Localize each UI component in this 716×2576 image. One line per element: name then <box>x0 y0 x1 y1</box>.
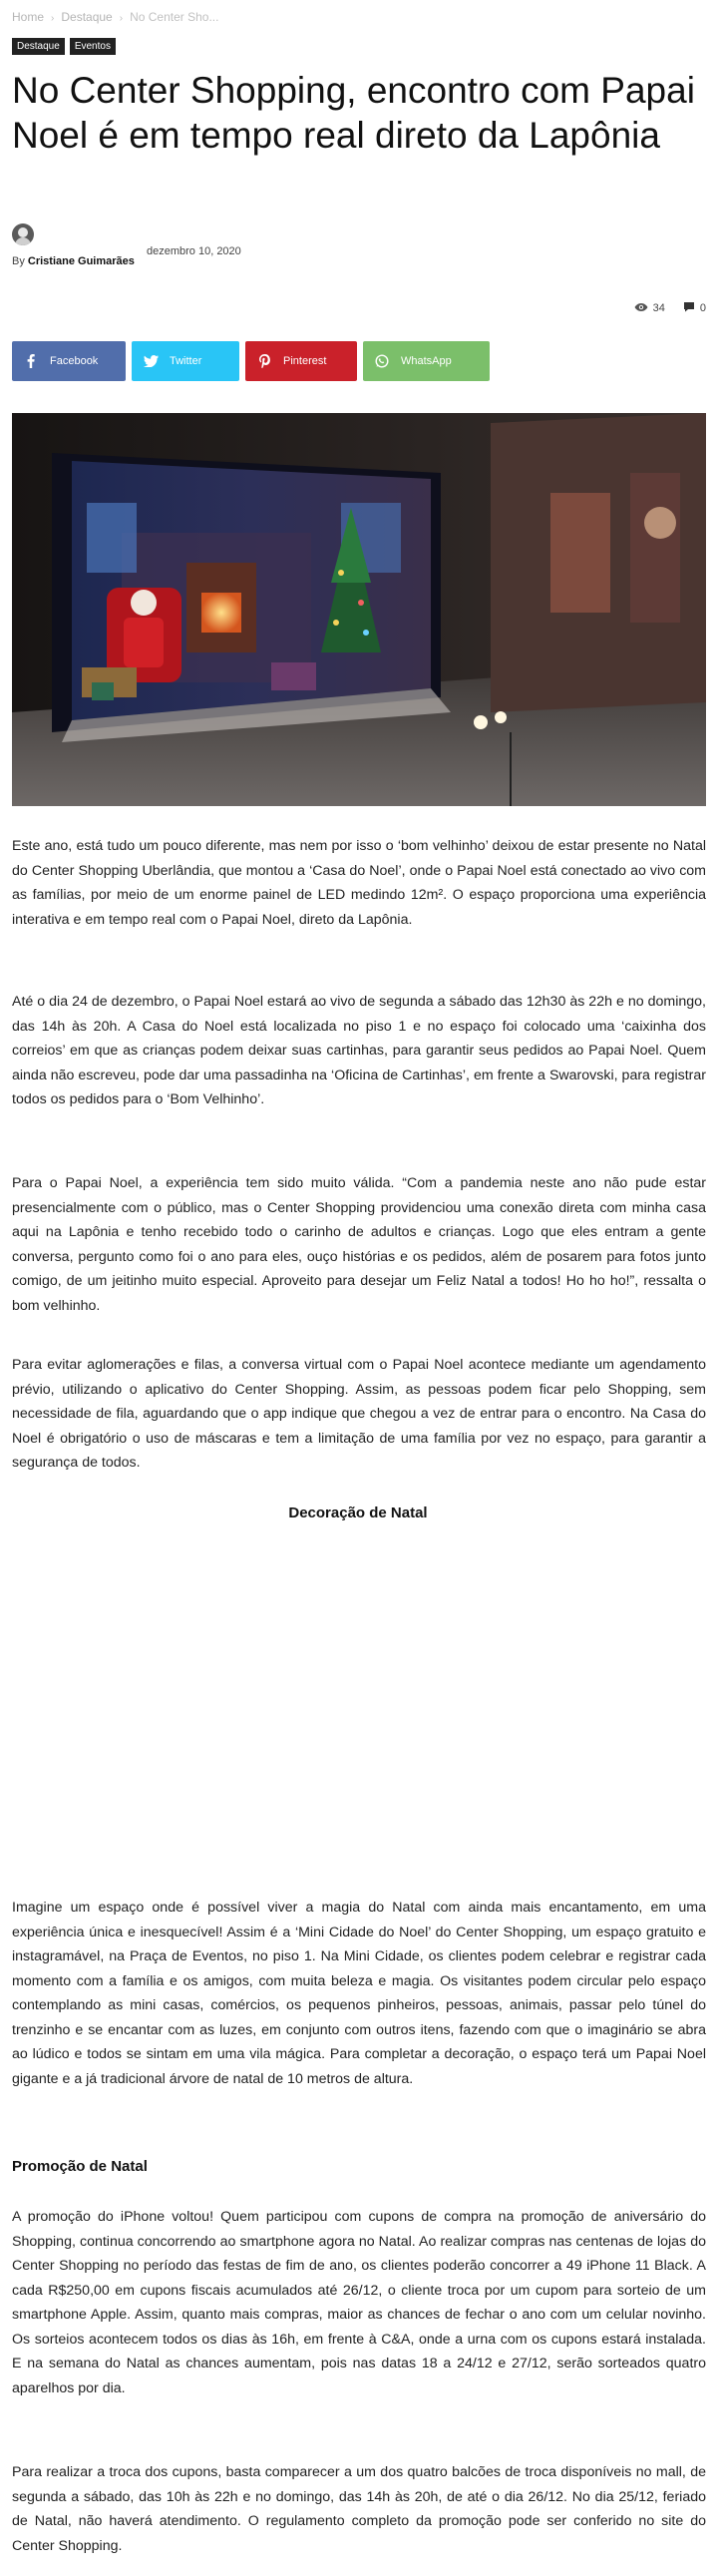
twitter-icon <box>132 341 170 381</box>
author-name[interactable]: Cristiane Guimarães <box>27 255 135 267</box>
pinterest-icon <box>245 341 283 381</box>
share-whatsapp-button[interactable] <box>363 341 490 381</box>
avatar[interactable] <box>12 223 34 245</box>
share-pinterest-button[interactable] <box>245 341 357 381</box>
category-tag-destaque[interactable]: Destaque <box>12 38 65 55</box>
by-label: By <box>12 255 25 267</box>
category-tags <box>12 38 116 55</box>
twitter-label: Twitter <box>170 355 202 367</box>
paragraph-5: Imagine um espaço onde é possível viver a magia do Natal com ainda mais encantamento, em uma experiência única e inesquecível! Assim é a ‘Mini Cidade do Noel’ do Center Shopping, um espaço gratuito e instagramável, na Praça de Eventos, no piso 1. Na Mini Cidade, os clientes podem celebrar e registrar cada momento com a família e os amigos, com muita beleza e magia. Os visitantes podem circular pelo espaço contemplando as mini casas, comércios, os pequenos pinheiros, pessoas, animais, passar pelo túnel do trenzinho e se encantar com as luzes, em conjunto com outros itens, fazendo com que o imaginário se abra ao lúdico e todos se sintam em uma vila mágica. Para completar a decoração, o espaço terá um Papai Noel gigante e a já tradicional árvore de natal de 10 metros de altura. <box>12 1900 706 2087</box>
category-tag-eventos[interactable]: Eventos <box>70 38 116 55</box>
whatsapp-label: WhatsApp <box>401 355 452 367</box>
eye-icon <box>634 302 648 315</box>
share-bar <box>12 341 490 381</box>
views-stat <box>634 302 665 315</box>
share-twitter-button[interactable] <box>132 341 239 381</box>
featured-image[interactable] <box>12 413 706 806</box>
chevron-right-icon: › <box>119 13 124 24</box>
santa-led-panel-photo <box>12 413 706 806</box>
paragraph-1: Este ano, está tudo um pouco diferente, mas nem por isso o ‘bom velhinho’ deixou de estar presente no Natal do Center Shopping Uberlândia, que montou a ‘Casa do Noel’, onde o Papai Noel está conectado ao vivo com as famílias, por meio de um enorme painel de LED medindo 12m². O espaço proporciona uma experiência interativa e em tempo real com o Papai Noel, direto da Lapônia. <box>12 838 706 928</box>
heading-promocao: Promoção de Natal <box>12 2158 148 2175</box>
publish-date: dezembro 10, 2020 <box>147 245 241 257</box>
paragraph-7: Para realizar a troca dos cupons, basta comparecer a um dos quatro balcões de troca disponíveis no mall, de segunda a sábado, das 10h às 22h e no domingo, das 14h às 20h, de até o dia 26/12. No dia 25/12, feriado de Natal, não haverá atendimento. O regulamento completo da promoção pode ser conferido no site do Center Shopping. <box>12 2464 706 2554</box>
heading-decoracao: Decoração de Natal <box>288 1504 428 1521</box>
paragraph-2: Até o dia 24 de dezembro, o Papai Noel estará ao vivo de segunda a sábado das 12h30 às 22h e no domingo, das 14h às 20h. A Casa do Noel está localizada no piso 1 e no espaço foi colocado uma ‘caixinha dos correios’ em que as crianças podem deixar suas cartinhas, para garantir seus pedidos ao Papai Noel. Quem ainda não escreveu, pode dar uma passadinha na ‘Oficina de Cartinhas’, em frente a Swarovski, para registrar todos os pedidos para o ‘Bom Velhinho’. <box>12 994 706 1107</box>
comments-stat[interactable] <box>683 301 706 315</box>
page-title: No Center Shopping, encontro com Papai Noel é em tempo real direto da Lapônia <box>12 70 695 156</box>
chevron-right-icon: › <box>51 13 55 24</box>
paragraph-4: Para evitar aglomerações e filas, a conversa virtual com o Papai Noel acontece mediante um agendamento prévio, utilizando o aplicativo do Center Shopping. Assim, as pessoas podem ficar pelo Shopping, sem necessidade de fila, aguardando que o app indique que chegou a vez de entrar para o encontro. Na Casa do Noel é obrigatório o uso de máscaras e tem a limitação de uma família por vez no espaço, para garantir a segurança de todos. <box>12 1357 706 1471</box>
author-byline <box>12 255 135 267</box>
comments-count: 0 <box>699 302 706 314</box>
views-count: 34 <box>652 302 665 314</box>
breadcrumb-current: No Center Sho... <box>130 10 219 24</box>
breadcrumb-section[interactable]: Destaque <box>61 10 113 24</box>
share-facebook-button[interactable] <box>12 341 126 381</box>
breadcrumb <box>12 10 218 24</box>
comment-icon <box>683 301 695 315</box>
whatsapp-icon <box>363 341 401 381</box>
paragraph-6: A promoção do iPhone voltou! Quem participou com cupons de compra na promoção de aniversário do Shopping, continua concorrendo ao smartphone agora no Natal. Ao realizar compras nas centenas de lojas do Center Shopping no período das festas de fim de ano, os clientes poderão concorrer a 49 iPhone 11 Black. A cada R$250,00 em cupons fiscais acumulados até 26/12, o cliente troca por um cupom para sorteio de um smartphone Apple. Assim, quanto mais compras, maior as chances de fechar o ano com um celular novinho. Os sorteios acontecem todos os dias às 16h, em frente à C&A, onde a urna com os cupons estará instalada. E na semana do Natal as chances aumentam, pois nas datas 18 a 24/12 e 27/12, serão sorteados quatro aparelhos por dia. <box>12 2209 706 2396</box>
breadcrumb-home[interactable]: Home <box>12 10 45 24</box>
facebook-label: Facebook <box>50 355 99 367</box>
paragraph-3: Para o Papai Noel, a experiência tem sido muito válida. “Com a pandemia neste ano não pude estar presencialmente com o público, mas o Center Shopping providenciou uma conexão direta com minha casa aqui na Lapônia e tenho recebido todo o carinho de adultos e crianças. Logo que eles entram a gente conversa, pergunto como foi o ano para eles, ouço histórias e os pedidos, além de posarem para fotos junto comigo, de um jeitinho muito especial. Aproveito para desejar um Feliz Natal a todos! Ho ho ho!”, ressalta o bom velhinho. <box>12 1175 706 1314</box>
pinterest-label: Pinterest <box>283 355 327 367</box>
post-stats <box>634 301 706 315</box>
facebook-icon <box>12 341 50 381</box>
embedded-video-area[interactable] <box>12 1536 706 1888</box>
